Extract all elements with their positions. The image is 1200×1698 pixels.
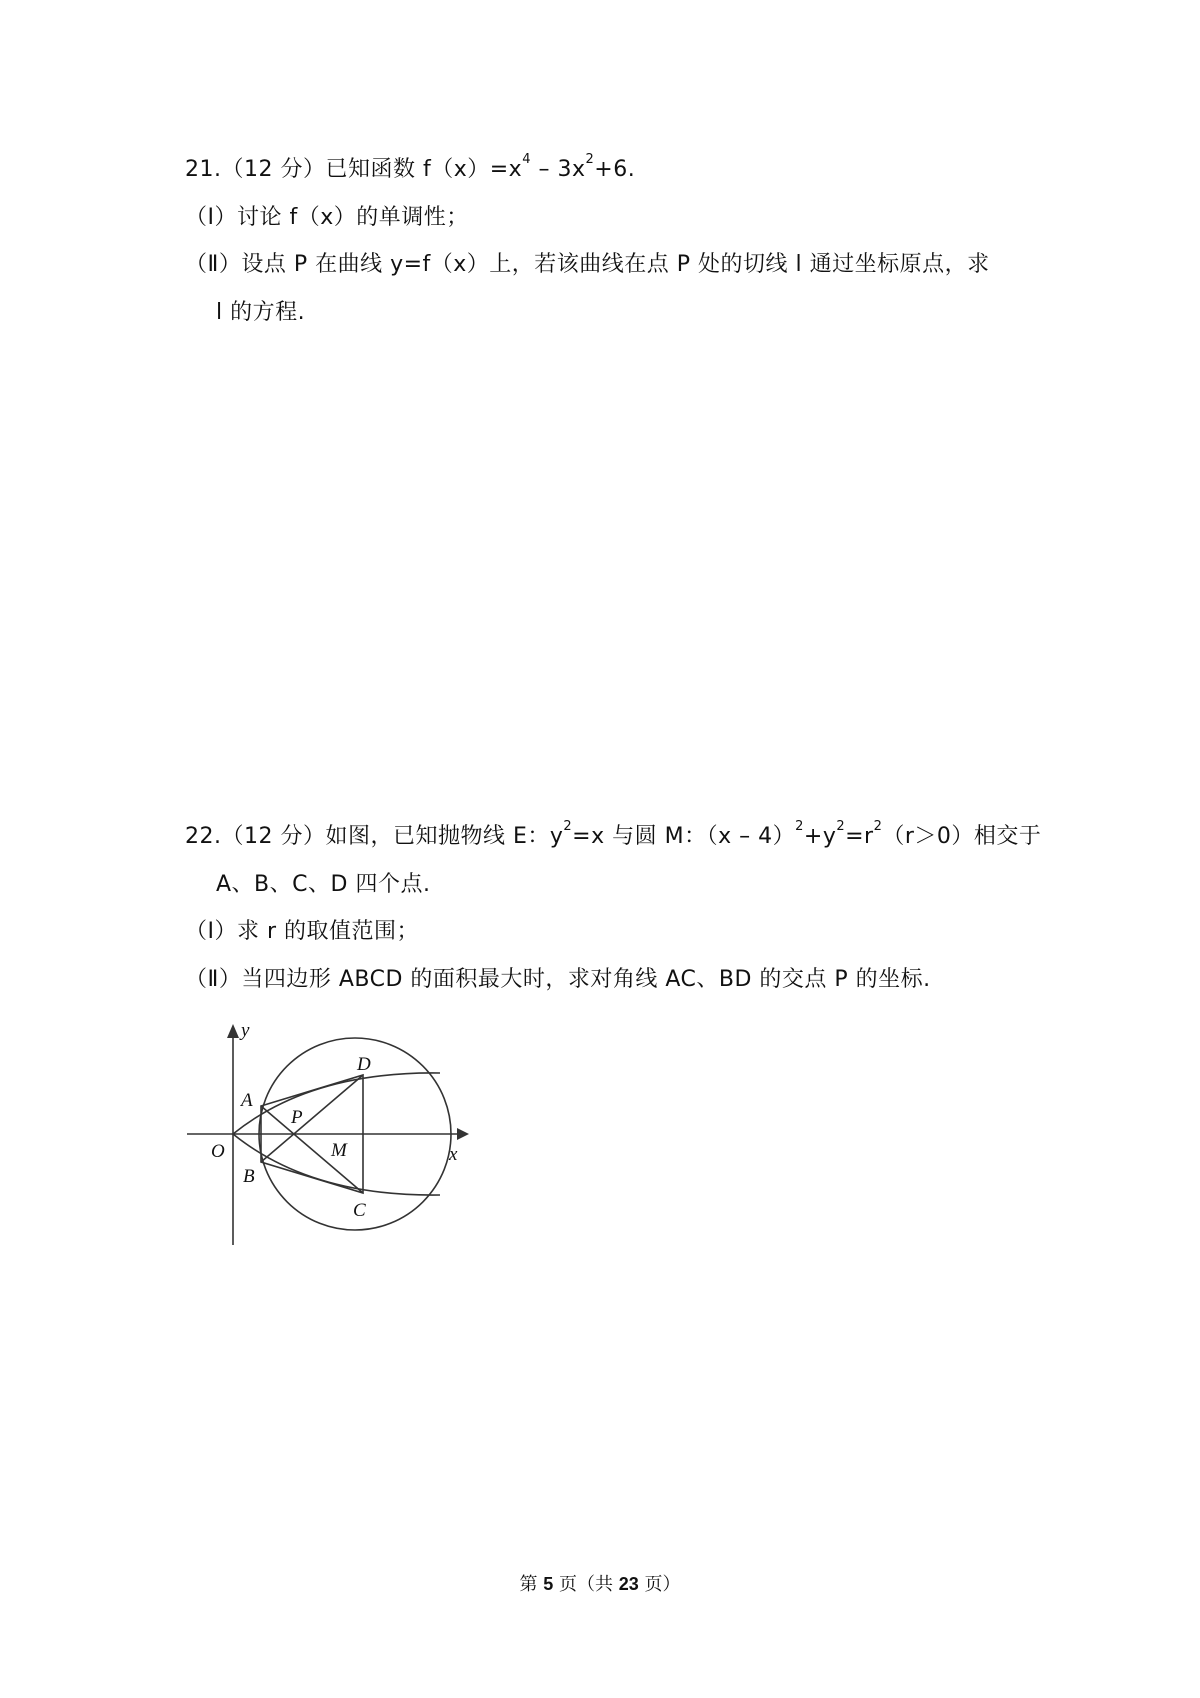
label-d: D xyxy=(357,1054,371,1075)
label-b: B xyxy=(243,1166,255,1187)
label-o: O xyxy=(211,1141,225,1162)
q22-part1: （Ⅰ）求 r 的取值范围； xyxy=(185,919,420,944)
q22-part2: （Ⅱ）当四边形 ABCD 的面积最大时，求对角线 AC、BD 的交点 P 的坐标. xyxy=(185,967,931,992)
parabola-circle-figure xyxy=(185,1010,475,1250)
label-a: A xyxy=(241,1090,253,1111)
q21-part2-line1: （Ⅱ）设点 P 在曲线 y=f（x）上，若该曲线在点 P 处的切线 l 通过坐标原点，求 xyxy=(185,252,990,277)
q21-statement: 21.（12 分）已知函数 $f(x)=x^4 - 3x^2+6$. xyxy=(185,152,636,182)
q22-line2: A、B、C、D 四个点. xyxy=(216,872,431,897)
q21-part1: （Ⅰ）讨论 f（x）的单调性； xyxy=(185,205,469,230)
label-y: y xyxy=(241,1020,250,1041)
q21-part2-line2: l 的方程. xyxy=(216,300,306,325)
label-p: P xyxy=(291,1107,303,1128)
label-c: C xyxy=(353,1200,366,1221)
page-footer: 第 5 页（共 23 页） xyxy=(519,1574,681,1595)
total-pages: 23 xyxy=(618,1574,639,1594)
label-x: x xyxy=(449,1144,458,1165)
page-number: 5 xyxy=(543,1574,554,1594)
q22-statement: 22.（12 分）如图，已知抛物线 E：$y^2=x$ 与圆 M：$(x - 4)^2+y^2=r^2(r>0)$相交于 xyxy=(185,819,1042,849)
label-m: M xyxy=(331,1140,347,1161)
x-axis-arrow xyxy=(457,1128,469,1140)
y-axis-arrow xyxy=(227,1024,239,1038)
